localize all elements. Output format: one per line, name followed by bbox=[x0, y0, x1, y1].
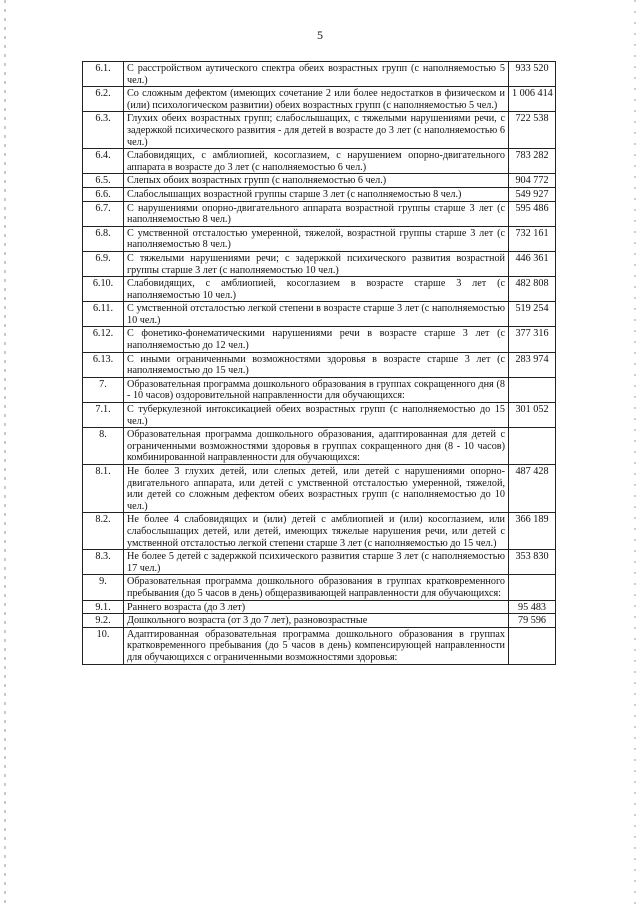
row-description: С расстройством аутического спектра обеих возрастных групп (с наполняемостью 5 чел.) bbox=[124, 62, 509, 87]
row-description: Слабослышащих возрастной группы старше 3 лет (с наполняемостью 8 чел.) bbox=[124, 187, 509, 201]
row-description: Образовательная программа дошкольного образования в группах кратковременного пребывания (до 5 часов в день) общеразвивающей направленности для обучающихся: bbox=[124, 575, 509, 600]
scan-edge-left bbox=[4, 0, 6, 905]
row-description: Образовательная программа дошкольного образования, адаптированная для детей с ограниченными возможностями здоровья в группах сокращенного дня (8 - 10 часов) комбинированной направленности для обучающихся: bbox=[124, 428, 509, 465]
row-description: Не более 5 детей с задержкой психического развития старше 3 лет (с наполняемостью 17 чел.) bbox=[124, 550, 509, 575]
table-row bbox=[83, 327, 556, 352]
row-description: Не более 3 глухих детей, или слепых детей, или детей с нарушениями опорно-двигательного аппарата, или детей с умственной отсталостью умеренной, тяжелой, или детей со сложным дефектом обеих возрастных групп (с наполняемостью до 10 чел.) bbox=[124, 465, 509, 513]
row-number: 9.2. bbox=[83, 614, 124, 628]
table-row bbox=[83, 62, 556, 87]
row-cost-value: 366 189 bbox=[509, 513, 556, 550]
row-cost-value: 446 361 bbox=[509, 251, 556, 276]
row-number: 9.1. bbox=[83, 600, 124, 614]
table-row bbox=[83, 149, 556, 174]
row-description: Дошкольного возраста (от 3 до 7 лет), разновозрастные bbox=[124, 614, 509, 628]
row-description: С умственной отсталостью умеренной, тяжелой, возрастной группы старше 3 лет (с наполняемостью 8 чел.) bbox=[124, 226, 509, 251]
row-number: 6.13. bbox=[83, 352, 124, 377]
row-cost-value: 95 483 bbox=[509, 600, 556, 614]
row-description: Адаптированная образовательная программа дошкольного образования в группах кратковременного пребывания (до 5 часов в день) компенсирующей направленности для обучающихся с ограниченными возможностями здоровья: bbox=[124, 627, 509, 664]
row-description: С иными ограниченными возможностями здоровья в возрасте старше 3 лет (с наполняемостью до 15 чел.) bbox=[124, 352, 509, 377]
row-cost-value: 301 052 bbox=[509, 403, 556, 428]
table-row bbox=[83, 251, 556, 276]
row-description: Не более 4 слабовидящих и (или) детей с амблиопией и (или) косоглазием, или слабослышащих детей, или детей, имеющих тяжелые нарушения речи, или детей с умственной отсталостью легкой степени старше 3 лет (с наполняемостью до 15 чел.) bbox=[124, 513, 509, 550]
row-cost-value: 79 596 bbox=[509, 614, 556, 628]
row-description: С нарушениями опорно-двигательного аппарата возрастной группы старше 3 лет (с наполняемостью 8 чел.) bbox=[124, 201, 509, 226]
row-number: 6.5. bbox=[83, 174, 124, 188]
row-number: 8.1. bbox=[83, 465, 124, 513]
row-number: 7. bbox=[83, 377, 124, 402]
row-number: 6.11. bbox=[83, 302, 124, 327]
table-row bbox=[83, 600, 556, 614]
table-row bbox=[83, 187, 556, 201]
row-cost-value: 482 808 bbox=[509, 277, 556, 302]
row-cost-value: 283 974 bbox=[509, 352, 556, 377]
row-cost-value: 732 161 bbox=[509, 226, 556, 251]
row-number: 6.2. bbox=[83, 87, 124, 112]
table-row bbox=[83, 174, 556, 188]
row-description: Образовательная программа дошкольного образования в группах сокращенного дня (8 - 10 часов) оздоровительной направленности для обучающихся: bbox=[124, 377, 509, 402]
row-cost-value: 377 316 bbox=[509, 327, 556, 352]
table-row bbox=[83, 277, 556, 302]
row-cost-value: 595 486 bbox=[509, 201, 556, 226]
row-cost-value bbox=[509, 575, 556, 600]
row-cost-value: 1 006 414 bbox=[509, 87, 556, 112]
row-description: Со сложным дефектом (имеющих сочетание 2 или более недостатков в физическом и (или) психологическом развитии) обеих возрастных групп (с наполняемостью 5 чел.) bbox=[124, 87, 509, 112]
row-cost-value: 904 772 bbox=[509, 174, 556, 188]
table-row bbox=[83, 226, 556, 251]
table-row bbox=[83, 302, 556, 327]
row-number: 8.2. bbox=[83, 513, 124, 550]
row-number: 6.12. bbox=[83, 327, 124, 352]
row-cost-value bbox=[509, 627, 556, 664]
row-cost-value: 487 428 bbox=[509, 465, 556, 513]
row-description: С умственной отсталостью легкой степени в возрасте старше 3 лет (с наполняемостью 10 чел.) bbox=[124, 302, 509, 327]
row-description: С фонетико-фонематическими нарушениями речи в возрасте старше 3 лет (с наполняемостью до 12 чел.) bbox=[124, 327, 509, 352]
row-number: 6.1. bbox=[83, 62, 124, 87]
tariff-table bbox=[82, 61, 556, 665]
table-row bbox=[83, 112, 556, 149]
row-cost-value: 353 830 bbox=[509, 550, 556, 575]
table-row bbox=[83, 87, 556, 112]
row-number: 6.4. bbox=[83, 149, 124, 174]
row-description: Глухих обеих возрастных групп; слабослышащих, с тяжелыми нарушениями речи, с задержкой психического развития - для детей в возрасте до 3 лет (с наполняемостью 6 чел.) bbox=[124, 112, 509, 149]
row-number: 6.9. bbox=[83, 251, 124, 276]
table-row bbox=[83, 201, 556, 226]
row-number: 6.10. bbox=[83, 277, 124, 302]
row-number: 10. bbox=[83, 627, 124, 664]
table-row bbox=[83, 377, 556, 402]
row-cost-value: 722 538 bbox=[509, 112, 556, 149]
row-number: 6.3. bbox=[83, 112, 124, 149]
row-number: 7.1. bbox=[83, 403, 124, 428]
table-row bbox=[83, 627, 556, 664]
row-description: Слепых обоих возрастных групп (с наполняемостью 6 чел.) bbox=[124, 174, 509, 188]
row-cost-value: 549 927 bbox=[509, 187, 556, 201]
row-cost-value: 933 520 bbox=[509, 62, 556, 87]
row-description: С туберкулезной интоксикацией обеих возрастных групп (с наполняемостью до 15 чел.) bbox=[124, 403, 509, 428]
row-cost-value bbox=[509, 377, 556, 402]
row-description: Раннего возраста (до 3 лет) bbox=[124, 600, 509, 614]
row-number: 6.6. bbox=[83, 187, 124, 201]
tariff-table-body bbox=[83, 62, 556, 665]
row-description: С тяжелыми нарушениями речи; с задержкой психического развития возрастной группы старше 3 лет (с наполняемостью 10 чел.) bbox=[124, 251, 509, 276]
table-row bbox=[83, 403, 556, 428]
scan-edge-right bbox=[634, 0, 636, 905]
row-cost-value bbox=[509, 428, 556, 465]
row-cost-value: 519 254 bbox=[509, 302, 556, 327]
row-cost-value: 783 282 bbox=[509, 149, 556, 174]
row-number: 6.8. bbox=[83, 226, 124, 251]
table-row bbox=[83, 428, 556, 465]
row-number: 9. bbox=[83, 575, 124, 600]
row-number: 6.7. bbox=[83, 201, 124, 226]
row-description: Слабовидящих, с амблиопией, косоглазием, с нарушением опорно-двигательного аппарата в возрасте до 3 лет (с наполняемостью 6 чел.) bbox=[124, 149, 509, 174]
table-row bbox=[83, 465, 556, 513]
table-row bbox=[83, 614, 556, 628]
table-row bbox=[83, 575, 556, 600]
row-number: 8. bbox=[83, 428, 124, 465]
table-row bbox=[83, 513, 556, 550]
row-description: Слабовидящих, с амблиопией, косоглазием в возрасте старше 3 лет (с наполняемостью 10 чел.) bbox=[124, 277, 509, 302]
row-number: 8.3. bbox=[83, 550, 124, 575]
table-row bbox=[83, 352, 556, 377]
table-row bbox=[83, 550, 556, 575]
page-number: 5 bbox=[317, 28, 323, 42]
